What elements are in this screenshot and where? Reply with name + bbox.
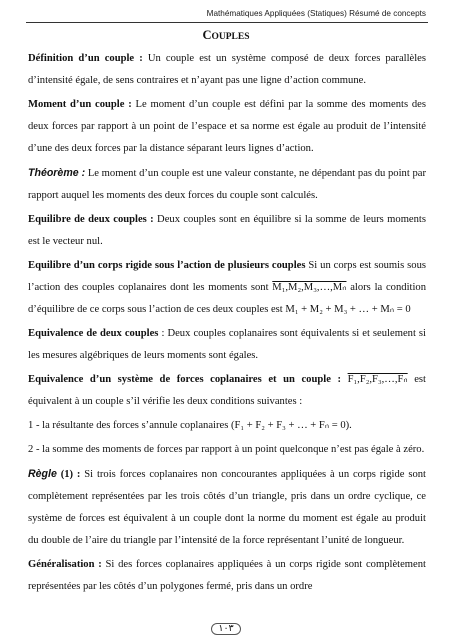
term-moment: Moment d’un couple : — [28, 99, 132, 110]
term-generalisation: Généralisation : — [28, 559, 102, 570]
paragraph-definition — [28, 48, 426, 92]
paragraph-equilibrium-two — [28, 209, 426, 253]
title-rest: OUPLES — [211, 32, 250, 42]
term-theorem: Théorème : — [28, 167, 86, 179]
moments-list: M₁,M₂,M₃,…,Mₙ — [272, 282, 347, 293]
paragraph-equivalence-system — [28, 369, 426, 413]
page-number-label: ١٠٣ — [211, 623, 240, 635]
title-first-letter: C — [202, 28, 212, 42]
paragraph-theorem — [28, 162, 426, 207]
text-condition-1: 1 - la résultante des forces s’annule coplanaires — [28, 420, 231, 431]
page-title — [0, 28, 452, 43]
term-equivalence-system: Equivalence d’un système de forces coplanaires et un couple : — [28, 374, 342, 385]
paragraph-condition-2 — [28, 439, 426, 461]
paragraph-equilibrium-rigid — [28, 255, 426, 321]
forces-list: F₁,F₂,F₃,…,Fₙ — [347, 374, 408, 385]
paragraph-equivalence-two — [28, 323, 426, 367]
text-definition: Un couple est un système composé de deux forces parallèles d’intensité égale, de sens contraires et n’ayant pas une ligne d’action commune. — [28, 53, 426, 86]
text-equilibrium-two: Deux couples sont en équilibre si la somme de leurs moments est le vecteur nul. — [28, 214, 426, 247]
text-generalisation: Si des forces coplanaires appliquées à un corps rigide sont complètement représentées par les côtés d’un polygones fermé, pris dans un ordre — [28, 559, 426, 592]
text-equilibrium-rigid-1: Si un corps est soumis sous l’action des couples coplanaires dont les moments sont — [28, 260, 426, 293]
document-body — [28, 48, 426, 600]
term-equilibrium-two: Equilibre de deux couples : — [28, 214, 154, 225]
term-equilibrium-rigid: Equilibre d’un corps rigide sous l’action de plusieurs couples — [28, 260, 306, 271]
text-equivalence-system: est équivalent à un couple s’il vérifie les deux conditions suivantes : — [28, 374, 426, 407]
header-rule — [26, 22, 428, 23]
paragraph-generalisation — [28, 554, 426, 598]
equilibrium-condition: M₁ + M₂ + M₃ + … + Mₙ = 0 — [285, 304, 411, 315]
text-equilibrium-rigid-2: alors la condition d’équilibre de ce corps sous l’action de ces deux couples est — [28, 282, 426, 315]
paragraph-rule — [28, 463, 426, 552]
text-condition-2: 2 - la somme des moments de forces par rapport à un point quelconque n’est pas égale à zéro. — [28, 444, 425, 455]
page-number — [0, 623, 452, 634]
text-moment: Le moment d’un couple est défini par la somme des moments des deux forces par rapport à un point de l’espace et sa norme est égale au produit de l’intensité d’une des deux forces par la distance séparant leurs lignes d’action. — [28, 99, 426, 154]
running-header: Mathématiques Appliquées (Statiques) Résumé de concepts — [206, 9, 426, 18]
term-rule: Règle — [28, 468, 57, 480]
term-equivalence-two: Equivalence de deux couples — [28, 328, 159, 339]
text-theorem: Le moment d’un couple est une valeur constante, ne dépendant pas du point par rapport auquel les moments des deux forces du couple sont calculés. — [28, 168, 426, 201]
paragraph-condition-1 — [28, 415, 426, 437]
term-definition: Définition d’un couple : — [28, 53, 143, 64]
rule-number: (1) : — [56, 469, 81, 480]
text-rule: Si trois forces coplanaires non concourantes appliquées à un corps rigide sont complètement représentées par les trois côtés d’un triangle, pris dans un ordre cyclique, ce système de forces est équivalent à un couple dont la norme du moment est égale au produit du double de l’aire du triangle par l’intensité de la force représentant l’unité de longueur. — [28, 469, 426, 546]
math-condition-1: (F₁ + F₂ + F₃ + … + Fₙ = 0). — [230, 420, 352, 431]
text-equivalence-two: : Deux couples coplanaires sont équivalents si et seulement si les mesures algébriques de leurs moments sont égales. — [28, 328, 426, 361]
paragraph-moment — [28, 94, 426, 160]
